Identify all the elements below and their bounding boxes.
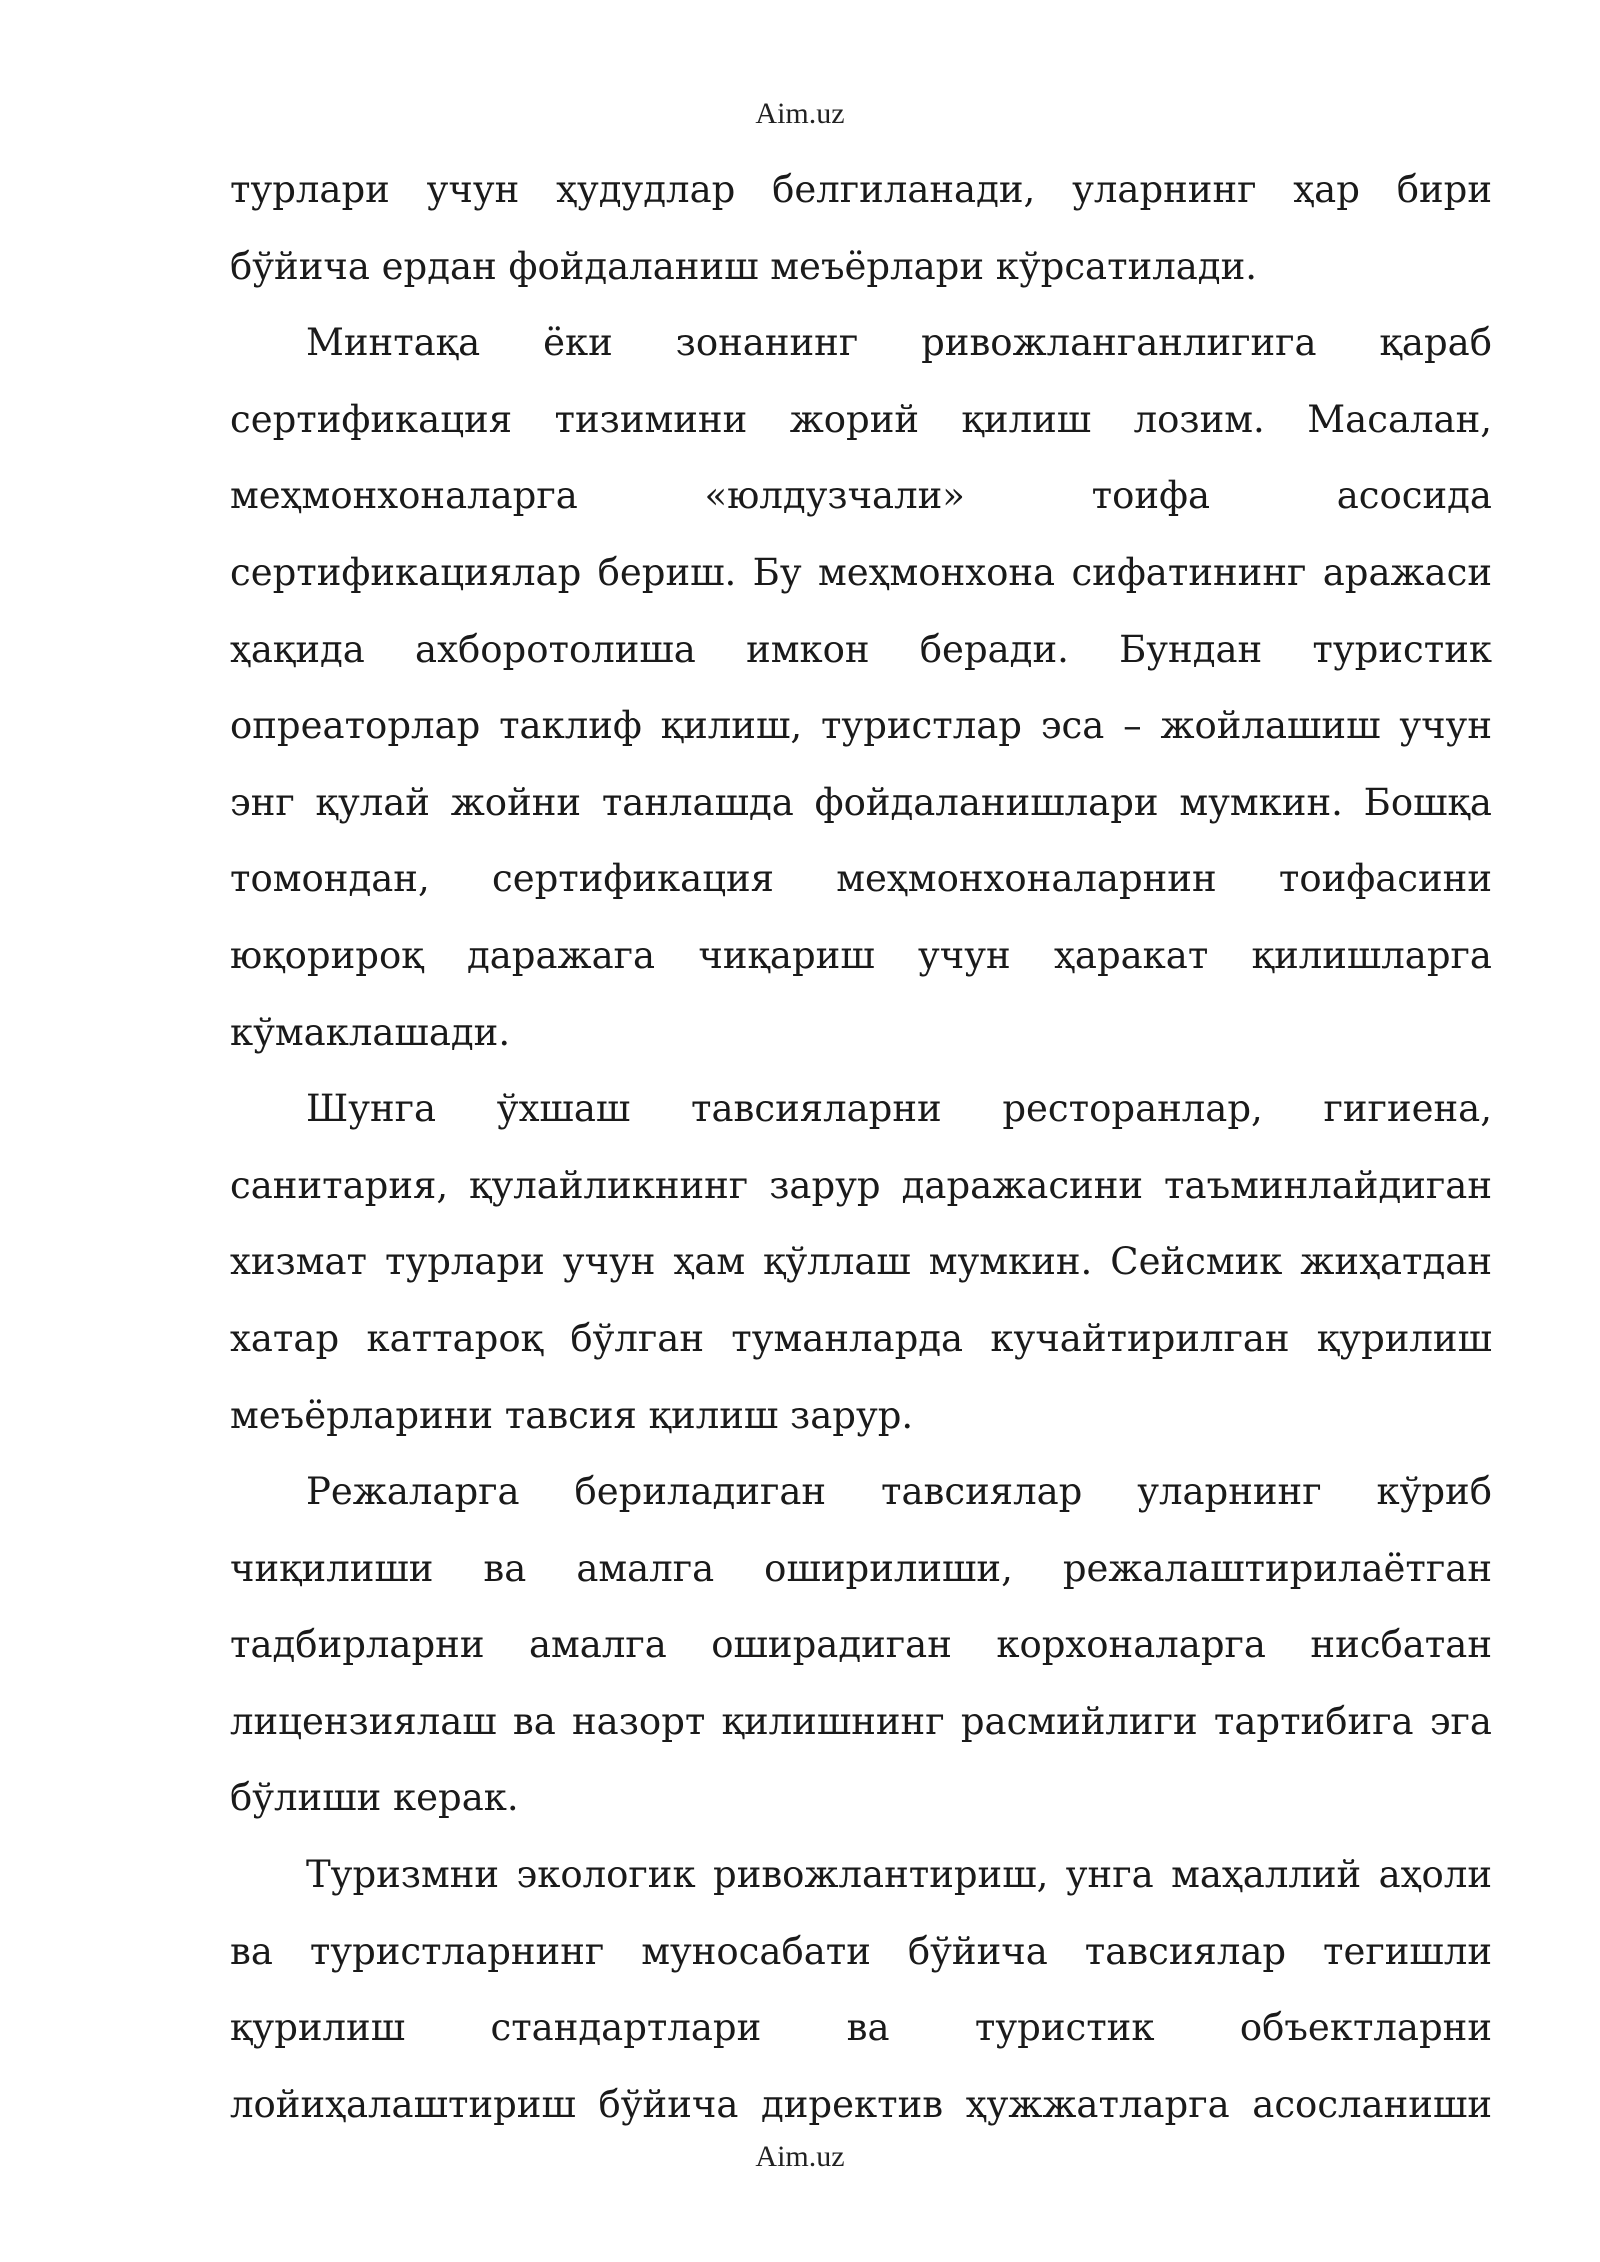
paragraph-2: Минтақа ёки зонанинг ривожланганлигига қараб сертификация тизимини жорий қилиш лозим. Масалан, меҳмонхоналарга «юлдузчали» тоифа асосида сертификациялар бериш. Бу меҳмонхона сифатининг аражаси ҳақида ахборотолиша имкон беради. Бундан туристик опреаторлар таклиф қилиш, туристлар эса – жойлашиш учун энг қулай жойни танлашда фойдаланишлари мумкин. Бошқа томондан, сертификация меҳмонхоналарнин тоифасини юқорироқ даражага чиқариш учун ҳаракат қилишларга кўмаклашади. xyxy=(230,321,1492,1054)
page-footer: Aim.uz xyxy=(755,2140,845,2173)
paragraph-5: Туризмни экологик ривожлантириш, унга маҳаллий аҳоли ва туристларнинг муносабати бўйича тавсиялар тегишли қурилиш стандартлари ва туристик объектларни лойиҳалаштириш бўйича директив ҳужжатларга асосланиши xyxy=(230,1853,1492,2126)
paragraph-1: турлари учун ҳудудлар белгиланади, уларнинг ҳар бири бўйича ердан фойдаланиш меъёрлари кўрсатилади. xyxy=(230,168,1492,288)
document-body xyxy=(230,152,1492,2143)
paragraph-4: Режаларга бериладиган тавсиялар уларнинг кўриб чиқилиши ва амалга оширилиши, режалаштирилаётган тадбирларни амалга оширадиган корхоналарга нисбатан лицензиялаш ва назорт қилишнинг расмийлиги тартибига эга бўлиши керак. xyxy=(230,1470,1492,1820)
page-header: Aim.uz xyxy=(755,97,845,130)
paragraph-3: Шунга ўхшаш тавсияларни ресторанлар, гигиена, санитария, қулайликнинг зарур даражасини таъминлайдиган хизмат турлари учун ҳам қўллаш мумкин. Сейсмик жиҳатдан хатар каттароқ бўлган туманларда кучайтирилган қурилиш меъёрларини тавсия қилиш зарур. xyxy=(230,1087,1492,1437)
